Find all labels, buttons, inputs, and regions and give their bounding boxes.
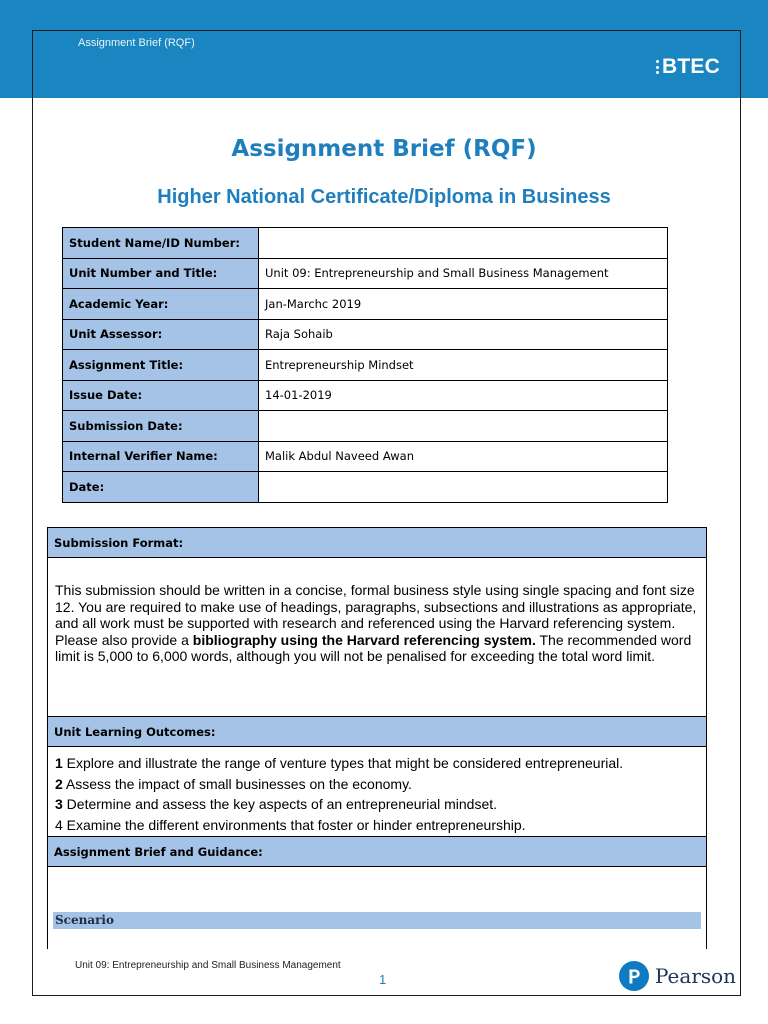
page-subtitle: Higher National Certificate/Diploma in Business: [157, 186, 611, 208]
outcome-number: 1: [55, 755, 63, 771]
info-label: Assignment Title:: [63, 350, 259, 381]
info-value: Jan-Marchc 2019: [259, 289, 668, 320]
list-item: [55, 774, 699, 795]
pearson-logo: [619, 961, 736, 991]
info-label: Issue Date:: [63, 380, 259, 411]
list-item: [55, 794, 699, 815]
table-row: [63, 289, 668, 320]
outcome-number: 4: [55, 816, 63, 833]
info-value: 14-01-2019: [259, 380, 668, 411]
btec-logo: [656, 55, 720, 79]
outcome-text: Examine the different environments that foster or hinder entrepreneurship.: [62, 816, 526, 833]
info-label: Unit Assessor:: [63, 319, 259, 350]
info-value: [259, 411, 668, 442]
submission-format-text: [48, 558, 706, 716]
info-label: Internal Verifier Name:: [63, 441, 259, 472]
btec-logo-text: BTEC: [662, 55, 720, 78]
outcome-number: 3: [55, 796, 63, 812]
footer-unit-title: Unit 09: Entrepreneurship and Small Business Management: [75, 960, 341, 971]
guidance-body: [48, 867, 706, 949]
info-value: Raja Sohaib: [259, 319, 668, 350]
table-row: [63, 411, 668, 442]
outcome-number: 2: [55, 775, 63, 792]
list-item: [55, 753, 699, 774]
format-text-part: The recommended word limit is 5,000 to 6,000 words, although you will not be penalised for exceeding the total word limit.: [55, 631, 692, 664]
section-heading: Assignment Brief and Guidance:: [48, 837, 706, 867]
info-label: Unit Number and Title:: [63, 258, 259, 289]
info-value: Unit 09: Entrepreneurship and Small Business Management: [259, 258, 668, 289]
table-row: [63, 472, 668, 503]
page-title: Assignment Brief (RQF): [231, 136, 537, 162]
info-label: Student Name/ID Number:: [63, 228, 259, 259]
header-band: [0, 0, 768, 98]
table-row: [63, 228, 668, 259]
table-row: [63, 319, 668, 350]
page-number: 1: [379, 972, 387, 987]
pearson-p-icon: [619, 961, 649, 991]
submission-format-section: [47, 527, 707, 716]
list-item: [55, 815, 699, 836]
btec-dots-icon: [656, 59, 660, 75]
learning-outcomes-section: [47, 716, 707, 837]
info-label: Submission Date:: [63, 411, 259, 442]
info-value: [259, 228, 668, 259]
learning-outcomes-list: [48, 747, 706, 837]
outcome-text: Determine and assess the key aspects of an entrepreneurial mindset.: [62, 796, 498, 812]
format-text-part: This submission should be written in a concise, formal business style using single spacing and font size 12. You are required to make use of headings, paragraphs, subsections and illustrations as appropriate, and all work must be supported with research and referenced using the Harvard referencing system. Please also provide a: [55, 582, 697, 648]
info-value: Entrepreneurship Mindset: [259, 350, 668, 381]
table-row: [63, 350, 668, 381]
table-row: [63, 380, 668, 411]
section-heading: Unit Learning Outcomes:: [48, 717, 706, 747]
outcome-text: Explore and illustrate the range of venture types that might be considered entrepreneurial.: [62, 755, 624, 771]
outcome-text: Assess the impact of small businesses on the economy.: [62, 775, 412, 792]
assignment-info-table: [62, 227, 668, 503]
info-value: [259, 472, 668, 503]
table-row: [63, 441, 668, 472]
section-heading: Submission Format:: [48, 528, 706, 558]
pearson-wordmark: Pearson: [655, 964, 737, 988]
info-label: Academic Year:: [63, 289, 259, 320]
scenario-heading: Scenario: [53, 912, 701, 929]
format-text-bold: bibliography using the Harvard referencing system.: [192, 631, 536, 648]
info-label: Date:: [63, 472, 259, 503]
guidance-section: [47, 836, 707, 949]
info-value: Malik Abdul Naveed Awan: [259, 441, 668, 472]
header-label: Assignment Brief (RQF): [78, 37, 195, 49]
table-row: [63, 258, 668, 289]
